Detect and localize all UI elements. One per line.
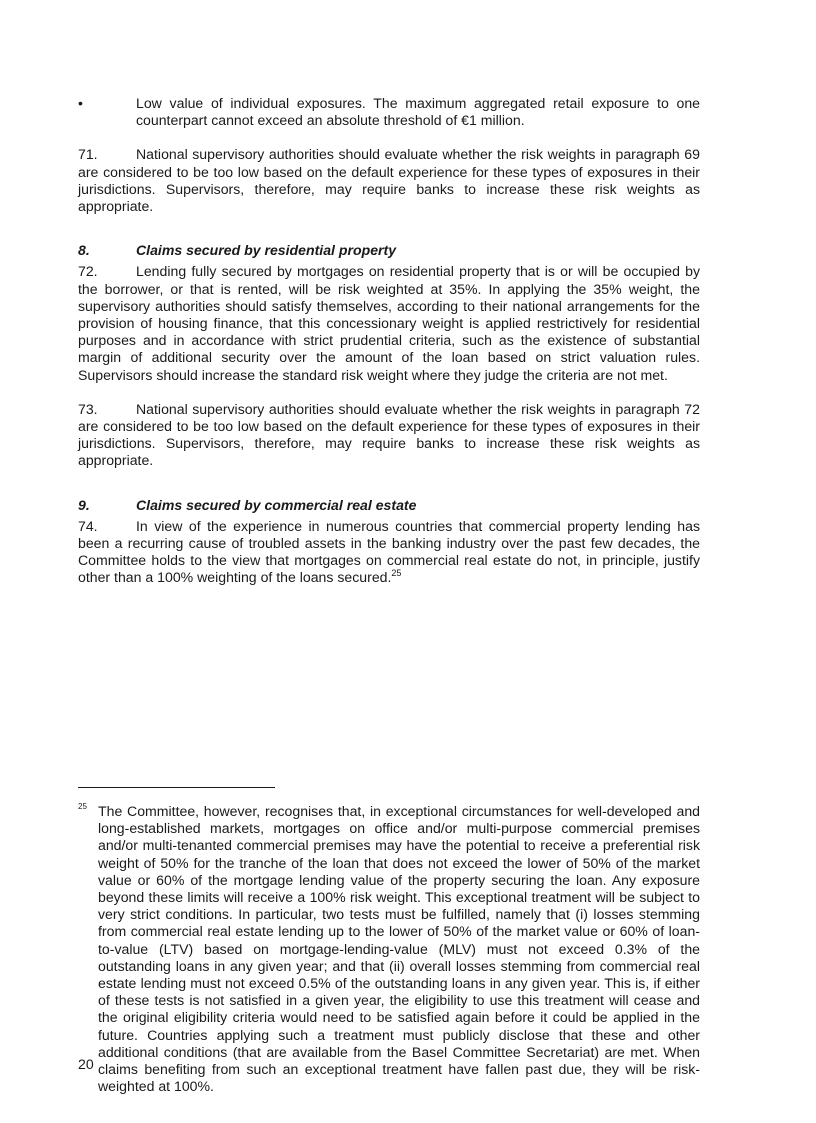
paragraph-number: 73. [78, 400, 98, 417]
section-heading-8 [78, 242, 700, 259]
bullet-text: Low value of individual exposures. The maximum aggregated retail exposure to one counterpart cannot exceed an absolute threshold of €1 million. [136, 95, 700, 129]
paragraph-text: In view of the experience in numerous countries that commercial property lending has been a recurring cause of troubled assets in the banking industry over the past few decades, the Committee holds to the view that mortgages on commercial real estate do not, in principle, justify other than a 100% weighting of the loans secured. [78, 517, 700, 586]
document-body [78, 95, 700, 587]
paragraph-72 [78, 263, 700, 383]
page-number: 20 [78, 1056, 94, 1072]
footnote-divider [78, 787, 275, 788]
bullet-marker: • [78, 95, 83, 111]
footnote-reference[interactable]: 25 [391, 568, 402, 579]
footnote-mark: 25 [78, 802, 87, 811]
paragraph-number: 71. [78, 146, 98, 163]
paragraph-text: National supervisory authorities should evaluate whether the risk weights in paragraph 72 are considered to be too low based on the default experience for these types of exposures in their jurisdictions. Supervisors, therefore, may require banks to increase these risk weights as appropriate. [78, 400, 700, 469]
section-title: Claims secured by residential property [136, 242, 397, 259]
paragraph-text: National supervisory authorities should evaluate whether the risk weights in paragraph 69 are considered to be too low based on the default experience for these types of exposures in their jurisdictions. Supervisors, therefore, may require banks to increase these risk weights as appropriate. [78, 146, 700, 215]
paragraph-text: Lending fully secured by mortgages on residential property that is or will be occupied by the borrower, or that is rented, will be risk weighted at 35%. In applying the 35% weight, the supervisory authorities should satisfy themselves, according to their national arrangements for the provision of housing finance, that this concessionary weight is applied restrictively for residential purposes and in accordance with strict prudential criteria, such as the existence of substantial margin of additional security over the amount of the loan based on strict valuation rules. Supervisors should increase the standard risk weight where they judge the criteria are not met. [78, 263, 700, 383]
section-title: Claims secured by commercial real estate [136, 496, 417, 513]
paragraph-number: 74. [78, 517, 98, 534]
section-number: 9. [78, 496, 90, 513]
paragraph-73 [78, 401, 700, 470]
paragraph-74 [78, 518, 700, 587]
section-heading-9 [78, 497, 700, 514]
paragraph-71 [78, 146, 700, 215]
footnote-text: The Committee, however, recognises that, in exceptional circumstances for well-developed and long-established markets, mortgages on office and/or multi-purpose commercial premises and/or multi-tenanted commercial premises may have the potential to receive a preferential risk weight of 50% for the tranche of the loan that does not exceed the lower of 50% of the market value or 60% of the mortgage lending value of the property securing the loan. Any exposure beyond these limits will receive a 100% risk weight. This exceptional treatment will be subject to very strict conditions. In particular, two tests must be fulfilled, namely that (i) losses stemming from commercial real estate lending up to the lower of 50% of the market value or 60% of loan-to-value (LTV) based on mortgage-lending-value (MLV) must not exceed 0.3% of the outstanding loans in any given year; and that (ii) overall losses stemming from commercial real estate lending must not exceed 0.5% of the outstanding loans in any given year. This is, if either of these tests is not satisfied in a given year, the eligibility to use this treatment will cease and the original eligibility criteria would need to be satisfied again before it could be applied in the future. Countries applying such a treatment must publicly disclose that these and other additional conditions (that are available from the Basel Committee Secretariat) are met. When claims benefiting from such an exceptional treatment have fallen past due, they will be risk-weighted at 100%. [98, 803, 700, 1095]
bullet-item [78, 95, 700, 129]
paragraph-number: 72. [78, 263, 98, 280]
section-number: 8. [78, 242, 90, 259]
footnote [78, 803, 700, 1095]
